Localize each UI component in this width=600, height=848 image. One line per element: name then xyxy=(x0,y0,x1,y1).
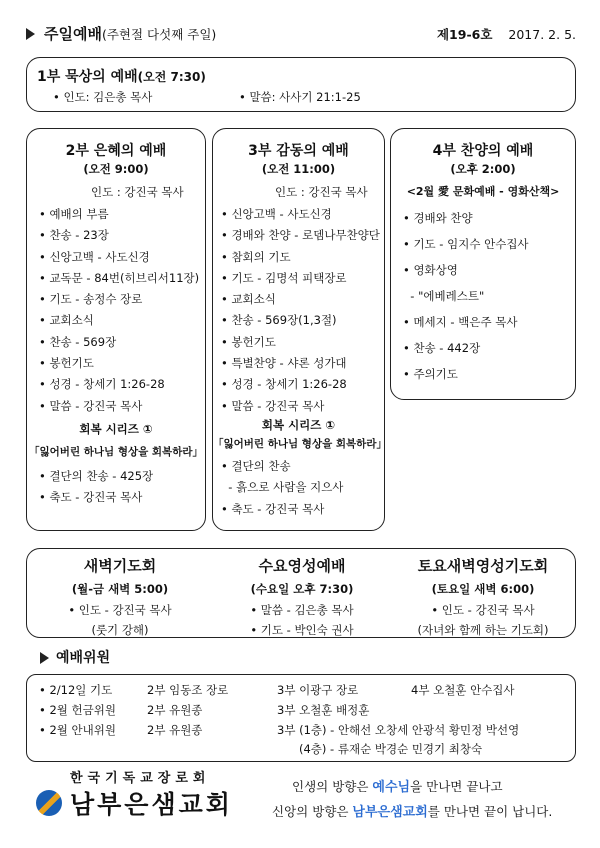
motto-text: 을 만나면 끝나고 xyxy=(410,779,503,794)
list-item: • 결단의 찬송 - 425장 xyxy=(39,469,154,483)
committee-cell: 2부 유원종 xyxy=(147,703,203,717)
dawn-prayer-title: 새벽기도회 xyxy=(83,557,157,575)
service1-scripture: • 말씀: 사사기 21:1-25 xyxy=(239,90,361,104)
list-item: • 신앙고백 - 사도신경 xyxy=(39,249,150,264)
motto-text: 인생의 방향은 xyxy=(292,779,373,794)
committee-cell: 4부 오철훈 안수집사 xyxy=(411,683,515,697)
dawn-prayer xyxy=(35,555,205,638)
motto-text: 를 만나면 끝이 납니다. xyxy=(427,804,553,819)
list-item: - "에베레스트" xyxy=(403,289,485,303)
committee-cell: 3부 오철훈 배정훈 xyxy=(277,703,370,717)
list-item: • 성경 - 창세기 1:26-28 xyxy=(221,377,347,392)
list-item: • 예배의 부름 xyxy=(39,207,109,221)
dawn-prayer-note: (룻기 강해) xyxy=(91,623,149,637)
list-item: • 찬송 - 442장 xyxy=(403,341,481,355)
list-item: • 봉헌기도 xyxy=(39,356,94,371)
motto-text: 신앙의 방향은 xyxy=(272,804,353,819)
saturday-prayer xyxy=(397,555,569,638)
committee-cell: • 2/12일 기도 xyxy=(39,683,113,697)
list-item: - 흙으로 사람을 지으사 xyxy=(221,480,344,495)
list-item: • 봉헌기도 xyxy=(221,334,276,349)
committee-cell: 3부 (1층) - 안해선 오창세 안광석 황민정 박선영 xyxy=(277,723,520,737)
list-item: • 주의기도 xyxy=(403,367,458,381)
list-item: • 찬송 - 569장(1,3절) xyxy=(221,313,337,328)
list-item: • 기도 - 김명석 피택장로 xyxy=(221,270,347,285)
committee-cell: 2부 임동조 장로 xyxy=(147,683,229,697)
list-item: • 기도 - 임지수 안수집사 xyxy=(403,237,529,251)
service3-box xyxy=(212,128,385,531)
committee-box xyxy=(26,674,576,762)
service3-closing-list xyxy=(221,456,343,520)
list-item: • 교회소식 xyxy=(221,292,276,307)
list-item: • 기도 - 송정수 장로 xyxy=(39,292,143,307)
list-item: • 찬송 - 23장 xyxy=(39,228,109,243)
saturday-prayer-leader: • 인도 - 강진국 목사 xyxy=(431,603,535,617)
service1-box xyxy=(26,57,576,112)
list-item: • 경배와 찬양 xyxy=(403,211,473,225)
church-name: 남부은샘교회 xyxy=(70,790,233,819)
motto-line-2 xyxy=(272,801,552,820)
list-item: • 찬송 - 569장 xyxy=(39,334,117,349)
service2-closing-list xyxy=(39,466,153,509)
list-item: • 축도 - 강진국 목사 xyxy=(221,501,325,516)
service2-box xyxy=(26,128,206,531)
service3-series-title: 「잃어버린 하나님 형상을 회복하라」 xyxy=(213,438,387,450)
list-item: • 교회소식 xyxy=(39,313,94,328)
committee-cell: • 2월 헌금위원 xyxy=(39,703,116,717)
page-title xyxy=(44,23,216,44)
service2-series-title: 「잃어버린 하나님 형상을 회복하라」 xyxy=(29,446,203,458)
committee-cell: • 2월 안내위원 xyxy=(39,723,116,737)
service1-leader: • 인도: 김은총 목사 xyxy=(53,90,153,104)
committee-title: 예배위원 xyxy=(56,650,111,666)
motto-line-1 xyxy=(292,776,503,795)
list-item: • 특별찬양 - 샤론 성가대 xyxy=(221,356,347,371)
wednesday-service-title: 수요영성예배 xyxy=(258,557,346,575)
list-item: • 경배와 찬양 - 로뎀나무찬양단 xyxy=(221,228,380,243)
wednesday-service xyxy=(217,555,387,638)
service4-box xyxy=(390,128,576,400)
issue-info xyxy=(437,25,576,43)
service2-title: 2부 은혜의 예배 xyxy=(65,143,167,159)
weekday-services-box xyxy=(26,548,576,638)
service4-title: 4부 찬양의 예배 xyxy=(432,143,534,159)
dawn-prayer-time: (월-금 새벽 5:00) xyxy=(71,582,169,596)
service3-time: (오전 11:00) xyxy=(261,162,336,176)
committee-cell: 2부 유원종 xyxy=(147,723,203,737)
service2-order-list xyxy=(39,204,199,417)
list-item: • 말씀 - 강진국 목사 xyxy=(221,398,325,413)
list-item: • 성경 - 창세기 1:26-28 xyxy=(39,377,165,392)
committee-cell: (4층) - 류재순 박경순 민경기 최창숙 xyxy=(299,742,483,756)
header-arrow-icon xyxy=(26,28,35,40)
service4-time: (오후 2:00) xyxy=(450,162,516,176)
service1-time: (오전 7:30) xyxy=(137,70,206,84)
saturday-prayer-note: (자녀와 함께 하는 기도회) xyxy=(417,623,549,637)
service2-series: 회복 시리즈 ① xyxy=(79,422,153,436)
service1-title: 1부 묵상의 예배 xyxy=(37,69,138,85)
list-item: • 참회의 기도 xyxy=(221,249,291,264)
service1-heading xyxy=(37,66,206,86)
list-item: • 축도 - 강진국 목사 xyxy=(39,490,143,505)
service4-subtitle: <2월 愛 문화예배 - 영화산책> xyxy=(406,185,560,198)
issue-number: 제19-6호 xyxy=(436,27,493,42)
service4-order-list xyxy=(403,205,529,387)
service3-series: 회복 시리즈 ① xyxy=(261,418,336,432)
wednesday-service-preacher: • 말씀 - 김은총 목사 xyxy=(250,603,354,617)
subtitle-text: (주현절 다섯째 주일) xyxy=(101,27,217,42)
issue-date: 2017. 2. 5. xyxy=(508,27,576,42)
list-item: • 메세지 - 백은주 목사 xyxy=(403,315,518,329)
denomination-name: 한국기독교장로회 xyxy=(70,771,211,786)
service3-title: 3부 감동의 예배 xyxy=(248,143,349,159)
wednesday-service-time: (수요일 오후 7:30) xyxy=(250,582,354,596)
list-item: • 말씀 - 강진국 목사 xyxy=(39,398,143,413)
service3-order-list xyxy=(221,204,380,417)
list-item: • 결단의 찬송 xyxy=(221,459,291,473)
list-item: • 신앙고백 - 사도신경 xyxy=(221,207,332,221)
motto-highlight: 예수님 xyxy=(372,780,411,795)
title-text: 주일예배 xyxy=(44,25,102,43)
church-logo-icon xyxy=(36,790,62,816)
service2-leader: 인도 : 강진국 목사 xyxy=(91,185,184,199)
committee-arrow-icon xyxy=(40,652,49,664)
saturday-prayer-title: 토요새벽영성기도회 xyxy=(417,557,549,575)
wednesday-service-prayer: • 기도 - 박인숙 권사 xyxy=(250,623,354,637)
list-item: • 교독문 - 84번(히브리서11장) xyxy=(39,270,200,285)
service3-leader: 인도 : 강진국 목사 xyxy=(275,185,368,199)
motto-highlight: 남부은샘교회 xyxy=(352,805,428,820)
service2-time: (오전 9:00) xyxy=(83,162,149,176)
committee-cell: 3부 이광구 장로 xyxy=(277,683,359,697)
saturday-prayer-time: (토요일 새벽 6:00) xyxy=(431,582,535,596)
list-item: • 영화상영 xyxy=(403,263,458,277)
dawn-prayer-leader: • 인도 - 강진국 목사 xyxy=(68,603,172,617)
